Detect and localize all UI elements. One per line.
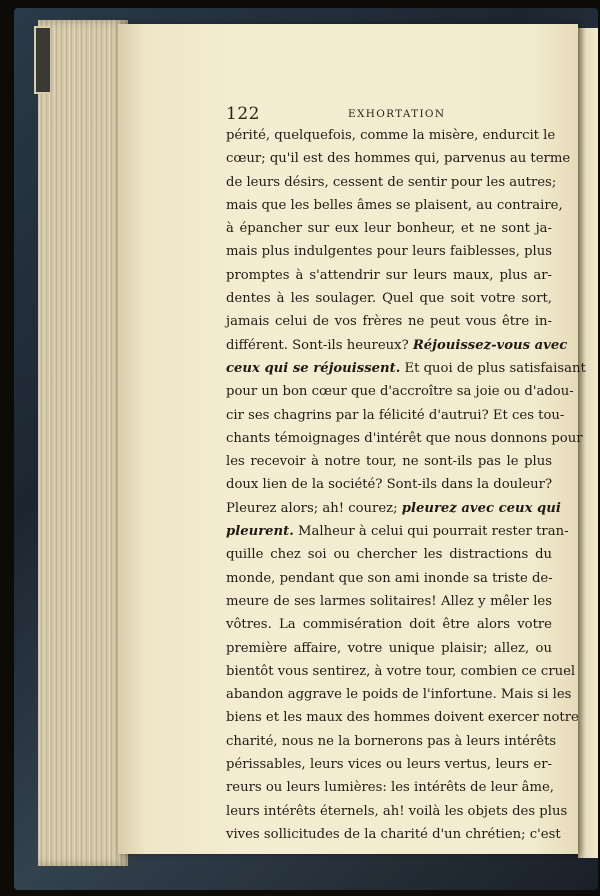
text-line: première affaire, votre unique plaisir; allez, ou <box>226 640 552 656</box>
text-line: bientôt vous sentirez, à votre tour, combien ce cruel <box>226 663 576 679</box>
body-text <box>226 124 586 846</box>
italic-quote: Réjouissez-vous avec <box>412 337 568 353</box>
text-line: vôtres. La commisération doit être alors votre <box>226 617 552 633</box>
text-line: jamais celui de vos frères ne peut vous être in- <box>226 314 552 330</box>
page-number: 122 <box>226 104 260 124</box>
page-stack-edges <box>38 20 128 866</box>
text-line: dentes à les soulager. Quel que soit votre sort, <box>226 291 552 307</box>
text-line: pleurent. Malheur à celui qui pourrait rester tran- <box>226 524 569 540</box>
italic-quote: ceux qui se réjouissent. <box>226 360 401 376</box>
italic-quote: pleurent. <box>226 524 294 540</box>
text-line: reurs ou leurs lumières: les intérêts de leur âme, <box>226 780 554 796</box>
text-line: de leurs désirs, cessent de sentir pour les autres; <box>226 174 557 190</box>
running-head: EXHORTATION <box>348 108 446 120</box>
text-line: mais que les belles âmes se plaisent, au contraire, <box>226 197 563 213</box>
italic-quote: pleurez avec ceux qui <box>401 500 561 516</box>
text-line: différent. Sont-ils heureux? Réjouissez-vous avec <box>226 337 568 353</box>
text-line: quille chez soi ou chercher les distractions du <box>226 547 552 563</box>
text-line: cir ses chagrins par la félicité d'autrui? Et ces tou- <box>226 407 565 423</box>
text-line: vives sollicitudes de la charité d'un chrétien; c'est <box>226 826 561 842</box>
text-line: mais plus indulgentes pour leurs faiblesses, plus <box>226 244 552 260</box>
text-line: ceux qui se réjouissent. Et quoi de plus satisfaisant <box>226 360 586 376</box>
text-line: pour un bon cœur que d'accroître sa joie ou d'adou- <box>226 384 574 400</box>
text-line: charité, nous ne la bornerons pas à leurs intérêts <box>226 733 557 749</box>
text-line: monde, pendant que son ami inonde sa triste de- <box>226 570 553 586</box>
text-line: biens et les maux des hommes doivent exercer notre <box>226 710 579 726</box>
text-line: à épancher sur eux leur bonheur, et ne sont ja- <box>226 221 552 237</box>
text-line: promptes à s'attendrir sur leurs maux, plus ar- <box>226 267 552 283</box>
binding-mark <box>34 26 50 94</box>
text-line: meure de ses larmes solitaires! Allez y mêler les <box>226 593 552 609</box>
text-line: leurs intérêts éternels, ah! voilà les objets des plus <box>226 803 568 819</box>
text-line: chants témoignages d'intérêt que nous donnons pour <box>226 430 583 446</box>
text-line: doux lien de la société? Sont-ils dans la douleur? <box>226 477 553 493</box>
text-line: cœur; qu'il est des hommes qui, parvenus au terme <box>226 151 571 167</box>
text-line: les recevoir à notre tour, ne sont-ils pas le plus <box>226 454 552 470</box>
text-line: Pleurez alors; ah! courez; pleurez avec ceux qui <box>226 500 561 516</box>
text-line: périssables, leurs vices ou leurs vertus, leurs er- <box>226 757 552 773</box>
text-line: abandon aggrave le poids de l'infortune. Mais si les <box>226 687 572 703</box>
text-line: périté, quelquefois, comme la misère, endurcit le <box>226 128 556 143</box>
